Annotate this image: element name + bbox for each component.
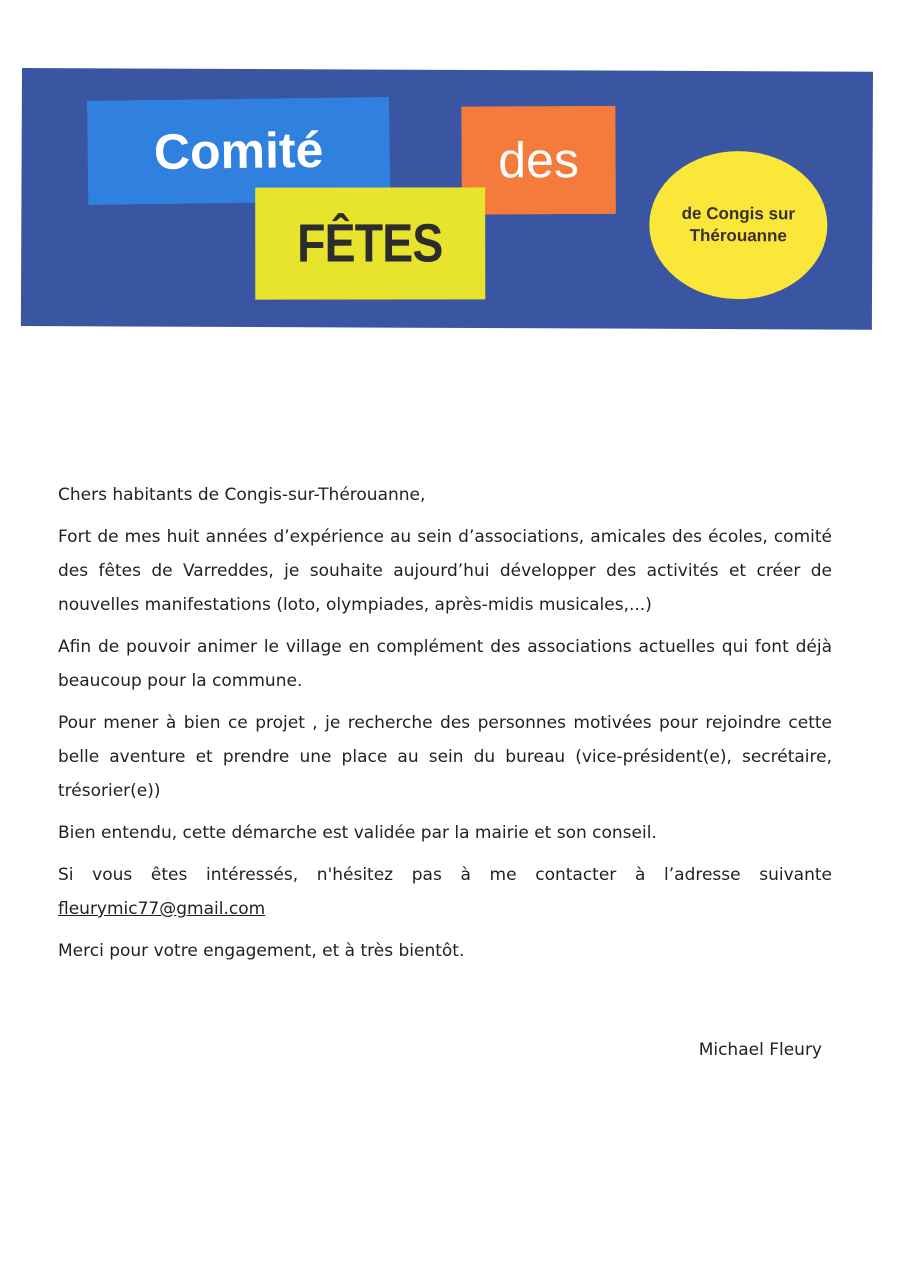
paragraph-validation: Bien entendu, cette démarche est validée par la mairie et son conseil. xyxy=(58,823,657,843)
paragraph-experience: Fort de mes huit années d’expérience au sein d’associations, amicales des écoles, comité des fêtes de Varreddes, je souhaite aujourd’hui développer des activités et créer de nouvelles manifestations (loto, olympiades, après-midis musicales,...) xyxy=(58,527,832,615)
town-circle-badge xyxy=(649,151,828,300)
closing-line: Merci pour votre engagement, et à très bientôt. xyxy=(58,941,465,961)
header-banner xyxy=(21,68,873,330)
town-line-2: Thérouanne xyxy=(689,225,787,246)
paragraph-project: Pour mener à bien ce projet , je recherche des personnes motivées pour rejoindre cette belle aventure et prendre une place au sein du bureau (vice-président(e), secrétaire, trésorier(e)) xyxy=(58,713,832,801)
des-word: des xyxy=(498,132,580,189)
letter-body xyxy=(58,478,832,976)
email-link[interactable]: fleurymic77@gmail.com xyxy=(58,899,266,919)
fetes-word: FÊTES xyxy=(297,213,443,274)
contact-text: Si vous êtes intéressés, n'hésitez pas à me contacter à l’adresse suivante xyxy=(58,865,832,885)
comite-word: Comité xyxy=(153,121,324,181)
fetes-label-box xyxy=(255,187,485,299)
greeting: Chers habitants de Congis-sur-Thérouanne, xyxy=(58,485,426,505)
signature: Michael Fleury xyxy=(698,1040,822,1060)
town-line-1: de Congis sur xyxy=(681,203,796,224)
paragraph-animation: Afin de pouvoir animer le village en complément des associations actuelles qui font déjà beaucoup pour la commune. xyxy=(58,637,832,691)
paragraph-contact xyxy=(58,858,832,926)
